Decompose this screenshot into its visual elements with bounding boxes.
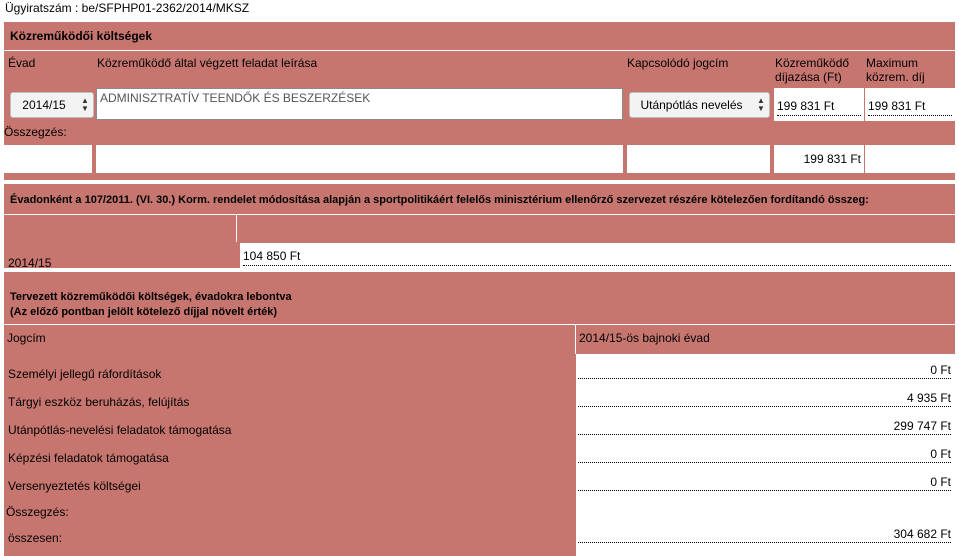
- planned-row-value: 299 747 Ft: [578, 419, 951, 435]
- planned-row-value: 0 Ft: [578, 447, 951, 463]
- fee-cell: [774, 88, 864, 121]
- col-fee: Közreműködő díjazása (Ft): [775, 56, 850, 84]
- planned-total-value: 304 682 Ft: [578, 527, 951, 543]
- season-amount-value: 104 850 Ft: [243, 249, 951, 266]
- planned-row-value: 4 935 Ft: [578, 391, 951, 407]
- planned-row-label: Utánpótlás-nevelési feladatok támogatása: [8, 423, 232, 437]
- related-title-select[interactable]: Utánpótlás nevelés ▲ ▼: [629, 92, 770, 118]
- costs-summary-total: 199 831 Ft: [803, 152, 861, 166]
- col-legal-title: Jogcím: [7, 331, 46, 345]
- planned-row-value: 0 Ft: [578, 475, 951, 491]
- costs-summary-cell: [774, 145, 864, 173]
- reference-number: Ügyiratszám : be/SFPHP01-2362/2014/MKSZ: [5, 1, 250, 15]
- season-amount-section: [4, 184, 955, 268]
- col-description: Közreműködő által végzett feladat leírása: [97, 56, 318, 70]
- up-down-arrows-icon: ▲ ▼: [757, 96, 765, 113]
- planned-row-label: Képzési feladatok támogatása: [8, 451, 169, 465]
- season-select[interactable]: 2014/15 ▲ ▼: [10, 92, 94, 118]
- planned-costs-header: [4, 272, 955, 354]
- planned-row-value: 0 Ft: [578, 363, 951, 379]
- up-down-arrows-icon: ▲ ▼: [81, 96, 89, 113]
- col-related-title: Kapcsolódó jogcím: [627, 56, 729, 70]
- planned-row-label: Tárgyi eszköz beruházás, felújítás: [8, 395, 190, 409]
- col-season: Évad: [8, 56, 36, 70]
- season-amount-cell: [240, 243, 955, 268]
- max-fee-cell: [865, 88, 955, 121]
- season-amount-season: 2014/15: [8, 256, 52, 270]
- costs-section-title: Közreműködői költségek: [10, 29, 153, 43]
- planned-title-line1: Tervezett közreműködői költségek, évadokra lebontva: [10, 291, 292, 303]
- col-season-2014: 2014/15-ös bajnoki évad: [579, 331, 710, 345]
- planned-summary-label: Összegzés:: [6, 505, 69, 519]
- costs-section: [4, 22, 955, 180]
- planned-total-label: összesen:: [8, 531, 63, 545]
- planned-row-label: Személyi jellegű ráfordítások: [8, 367, 162, 381]
- fee-input[interactable]: 199 831 Ft: [777, 99, 861, 116]
- planned-row-label: Versenyeztetés költségei: [8, 479, 141, 493]
- season-amount-title: Évadonként a 107/2011. (VI. 30.) Korm. rendelet módosítása alapján a sportpolitikáért felelős minisztérium ellenőrző szervezet részére kötelezően fordítandó összeg:: [10, 194, 869, 206]
- costs-summary-label: Összegzés:: [4, 125, 67, 139]
- col-max-fee: Maximum közrem. díj: [866, 56, 925, 84]
- max-fee-value: 199 831 Ft: [868, 99, 952, 116]
- description-textarea[interactable]: ADMINISZTRATÍV TEENDŐK ÉS BESZERZÉSEK: [96, 88, 623, 120]
- planned-title-line2: (Az előző pontban jelölt kötelező díjjal növelt érték): [10, 306, 278, 318]
